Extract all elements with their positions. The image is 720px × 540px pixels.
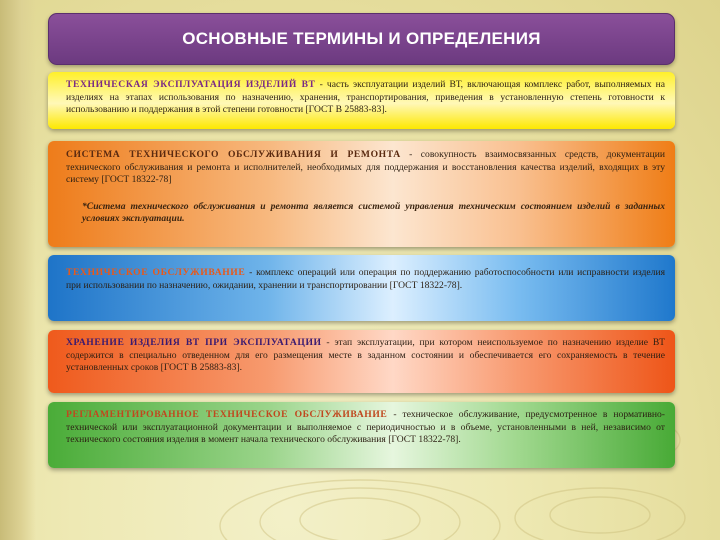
definition-term: РЕГЛАМЕНТИРОВАННОЕ ТЕХНИЧЕСКОЕ ОБСЛУЖИВАНИЕ bbox=[66, 409, 388, 420]
definition-text: - часть эксплуатации изделий ВТ, включающая комплекс работ, выполняемых на изделиях на этапах использования по назначению, хранения, транспортирования, приведения в установленную степень готовности к использованию и поддержания в этой степени готовности [ГОСТ В 25883-83]. bbox=[66, 79, 665, 116]
definition-box-scheduled-maintenance bbox=[48, 402, 675, 468]
title-bar bbox=[48, 13, 675, 65]
definition-term: ХРАНЕНИЕ ИЗДЕЛИЯ ВТ ПРИ ЭКСПЛУАТАЦИИ bbox=[66, 337, 322, 348]
definition-box-maintenance-system bbox=[48, 141, 675, 247]
definition-term: ТЕХНИЧЕСКОЕ ОБСЛУЖИВАНИЕ bbox=[66, 267, 246, 278]
definition-text: - этап эксплуатации, при котором неиспользуемое по назначению изделие ВТ содержится в специально отведенном для его размещения месте в заданном состоянии и обеспечивается его сохраняемость в течение установленных сроков [ГОСТ В 25883-83]. bbox=[66, 337, 666, 374]
definition-box-maintenance bbox=[48, 255, 675, 321]
definition-text: - комплекс операций или операция по поддержанию работоспособности или исправности изделия при использовании по назначению, ожидании, хранении и транспортировании [ГОСТ 18322-78]. bbox=[66, 267, 665, 291]
definition-box-technical-operation bbox=[48, 72, 675, 129]
definition-text: - техническое обслуживание, предусмотренное в нормативно-технической или эксплуатационной документации и выполняемое с периодичностью и в объеме, установленными в ней, независимо от технического состояния изделия в момент начала технического обслуживания [ГОСТ 18322-78]. bbox=[66, 409, 665, 446]
definition-term: ТЕХНИЧЕСКАЯ ЭКСПЛУАТАЦИЯ ИЗДЕЛИЙ ВТ bbox=[66, 79, 316, 90]
definition-term: СИСТЕМА ТЕХНИЧЕСКОГО ОБСЛУЖИВАНИЯ И РЕМОНТА bbox=[66, 149, 401, 160]
definition-note: *Система технического обслуживания и ремонта является системой управления техническим состоянием изделий в заданных условиях эксплуатации. bbox=[82, 200, 665, 225]
page-title: ОСНОВНЫЕ ТЕРМИНЫ И ОПРЕДЕЛЕНИЯ bbox=[182, 29, 541, 48]
definition-box-storage bbox=[48, 330, 675, 393]
definition-text: - совокупность взаимосвязанных средств, документации технического обслуживания и ремонта и исполнителей, необходимых для поддержания и восстановления качества изделий, входящих в эту систему [ГОСТ 18322-78] bbox=[66, 149, 665, 186]
